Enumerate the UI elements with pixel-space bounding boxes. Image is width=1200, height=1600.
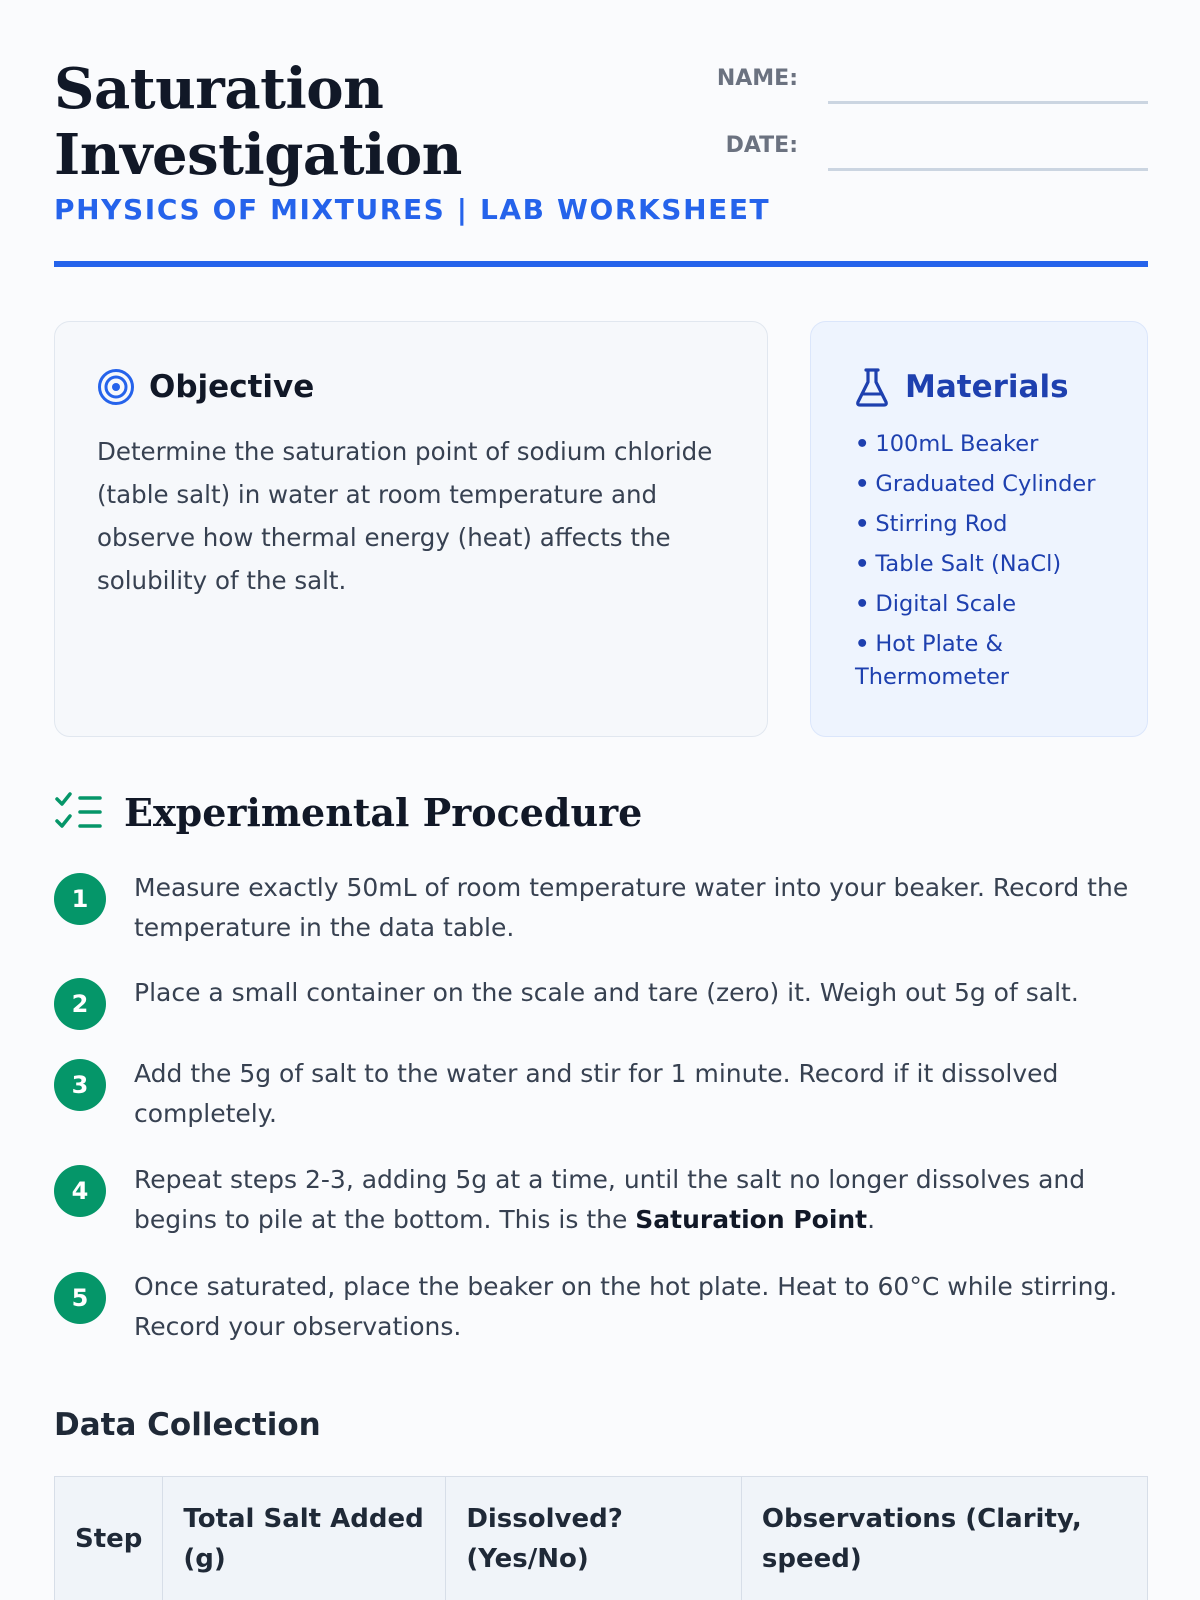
step-text: Add the 5g of salt to the water and stir for 1 minute. Record if it dissolved completely. bbox=[134, 1059, 1059, 1128]
data-table bbox=[55, 1477, 1148, 1600]
material-item: • Digital Scale bbox=[855, 591, 1017, 617]
material-item: • 100mL Beaker bbox=[855, 431, 1039, 457]
materials-card bbox=[810, 321, 1148, 737]
page-title: Saturation Investigation bbox=[54, 56, 462, 188]
column-header-total-salt: Total Salt Added (g) bbox=[163, 1477, 446, 1600]
date-label: DATE: bbox=[725, 133, 798, 158]
material-item: • Stirring Rod bbox=[855, 511, 1008, 537]
step-number-badge: 4 bbox=[54, 1165, 106, 1217]
header-divider bbox=[54, 261, 1148, 267]
table-header-row bbox=[55, 1477, 1148, 1600]
page-subtitle: PHYSICS OF MIXTURES | LAB WORKSHEET bbox=[54, 193, 771, 226]
objective-text: Determine the saturation point of sodium chloride (table salt) in water at room temperature and observe how thermal energy (heat) affects the solubility of the salt. bbox=[97, 437, 713, 595]
column-header-step: Step bbox=[55, 1477, 163, 1600]
materials-list bbox=[855, 428, 1135, 701]
procedure-title: Experimental Procedure bbox=[124, 790, 643, 835]
column-header-observations: Observations (Clarity, speed) bbox=[761, 1504, 1082, 1574]
step-number-badge: 2 bbox=[54, 978, 106, 1030]
step-text: Place a small container on the scale and tare (zero) it. Weigh out 5g of salt. bbox=[134, 978, 1079, 1007]
date-field-line[interactable] bbox=[828, 168, 1148, 171]
step-text: Once saturated, place the beaker on the hot plate. Heat to 60°C while stirring. Record your observations. bbox=[134, 1272, 1118, 1341]
objective-header bbox=[97, 368, 314, 406]
step-number-badge: 1 bbox=[54, 873, 106, 925]
procedure-header bbox=[54, 790, 642, 835]
target-icon bbox=[97, 368, 135, 406]
checklist-icon bbox=[54, 791, 104, 835]
material-item: • Graduated Cylinder bbox=[855, 471, 1096, 497]
name-field-line[interactable] bbox=[828, 101, 1148, 104]
name-label: NAME: bbox=[716, 66, 798, 91]
step-number-badge: 5 bbox=[54, 1272, 106, 1324]
material-item: • Hot Plate & Thermometer bbox=[855, 631, 1010, 690]
data-collection-title: Data Collection bbox=[54, 1407, 321, 1443]
step-text: Measure exactly 50mL of room temperature water into your beaker. Record the temperature in the data table. bbox=[134, 873, 1129, 942]
objective-title: Objective bbox=[149, 369, 315, 405]
saturation-point-term: Saturation Point bbox=[635, 1205, 868, 1234]
materials-title: Materials bbox=[905, 369, 1069, 405]
step-text: Repeat steps 2-3, adding 5g at a time, until the salt no longer dissolves and begins to pile at the bottom. This is the Saturation Point. bbox=[134, 1165, 1086, 1234]
step-number-badge: 3 bbox=[54, 1059, 106, 1111]
flask-icon bbox=[853, 368, 891, 406]
data-table-container bbox=[54, 1476, 1148, 1600]
column-header-dissolved: Dissolved? (Yes/No) bbox=[446, 1477, 742, 1600]
material-item: • Table Salt (NaCl) bbox=[855, 551, 1062, 577]
worksheet-page bbox=[54, 0, 1148, 1600]
objective-card bbox=[54, 321, 768, 737]
materials-header bbox=[853, 368, 1069, 406]
